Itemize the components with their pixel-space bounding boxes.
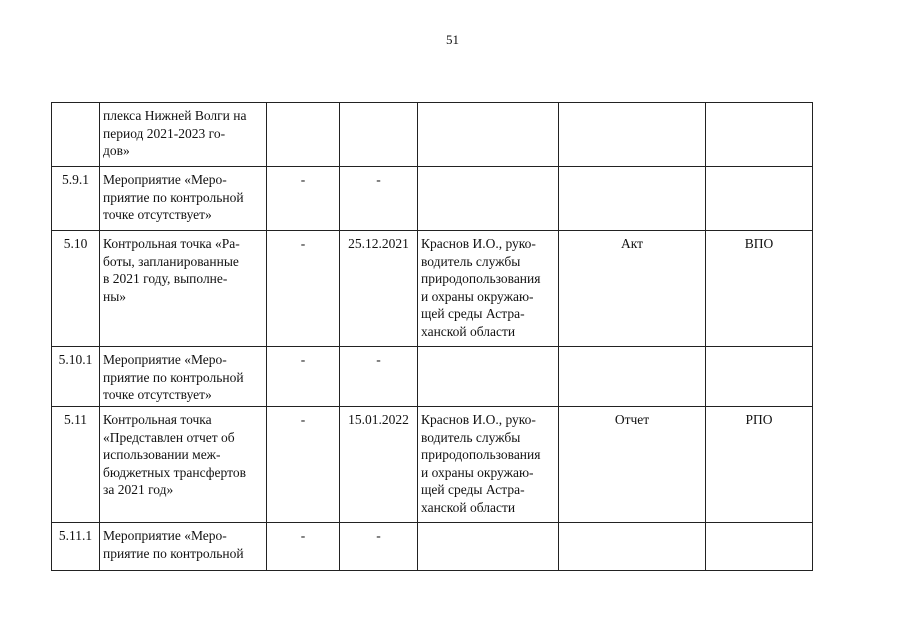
- document-type: Акт: [559, 231, 706, 347]
- responsible-person: [418, 103, 559, 167]
- description-line: период 2021-2023 го-: [103, 125, 226, 141]
- end-date: -: [340, 347, 418, 407]
- document-type: [559, 347, 706, 407]
- description-line: приятие по контрольной: [103, 189, 244, 205]
- row-number: [52, 103, 100, 167]
- row-number: 5.9.1: [52, 167, 100, 231]
- table-row: [52, 407, 813, 523]
- responsible-line: ханской области: [421, 499, 516, 515]
- responsible-line: водитель службы: [421, 253, 521, 269]
- responsible-person: [418, 523, 559, 571]
- responsible-line: щей среды Астра-: [421, 482, 525, 497]
- description-line: боты, запланированные: [103, 253, 239, 269]
- responsible-line: Краснов И.О., руко-: [421, 412, 536, 427]
- description-line: приятие по контрольной: [103, 369, 244, 385]
- responsible-person: [418, 407, 559, 523]
- table-row: [52, 103, 813, 167]
- responsible-line: и охраны окружаю-: [421, 464, 534, 480]
- description-line: «Представлен отчет об: [103, 429, 235, 445]
- end-date: [340, 103, 418, 167]
- plan-table-body: [52, 103, 813, 571]
- table-row: [52, 347, 813, 407]
- document-type: [559, 103, 706, 167]
- end-date: 15.01.2022: [340, 407, 418, 523]
- start-date: [267, 103, 340, 167]
- description-line: Мероприятие «Меро-: [103, 352, 227, 367]
- description-line: Контрольная точка «Ра-: [103, 236, 240, 251]
- row-number: 5.11: [52, 407, 100, 523]
- description-line: за 2021 год»: [103, 482, 174, 497]
- event-description: [100, 347, 267, 407]
- event-description: [100, 523, 267, 571]
- event-description: [100, 231, 267, 347]
- information-system: [706, 103, 813, 167]
- event-description: [100, 407, 267, 523]
- table-row: [52, 231, 813, 347]
- description-line: ны»: [103, 288, 127, 304]
- description-line: в 2021 году, выполне-: [103, 271, 228, 286]
- end-date: -: [340, 167, 418, 231]
- start-date: -: [267, 407, 340, 523]
- description-line: точке отсутствует»: [103, 207, 212, 222]
- row-number: 5.10.1: [52, 347, 100, 407]
- start-date: -: [267, 347, 340, 407]
- event-description: [100, 103, 267, 167]
- start-date: -: [267, 523, 340, 571]
- responsible-line: природопользования: [421, 271, 541, 286]
- start-date: -: [267, 167, 340, 231]
- plan-table: [51, 102, 813, 571]
- responsible-line: природопользования: [421, 447, 541, 462]
- information-system: ВПО: [706, 231, 813, 347]
- document-type: [559, 523, 706, 571]
- information-system: [706, 347, 813, 407]
- table-row: [52, 167, 813, 231]
- responsible-person: [418, 347, 559, 407]
- information-system: [706, 523, 813, 571]
- event-description: [100, 167, 267, 231]
- description-line: точке отсутствует»: [103, 387, 212, 402]
- description-line: использовании меж-: [103, 447, 221, 462]
- row-number: 5.10: [52, 231, 100, 347]
- description-line: приятие по контрольной: [103, 545, 244, 561]
- description-line: бюджетных трансфертов: [103, 464, 246, 480]
- document-type: [559, 167, 706, 231]
- description-line: дов»: [103, 143, 130, 158]
- end-date: -: [340, 523, 418, 571]
- responsible-line: щей среды Астра-: [421, 306, 525, 321]
- information-system: РПО: [706, 407, 813, 523]
- document-type: Отчет: [559, 407, 706, 523]
- responsible-line: водитель службы: [421, 429, 521, 445]
- row-number: 5.11.1: [52, 523, 100, 571]
- page-number: 51: [446, 32, 459, 47]
- start-date: -: [267, 231, 340, 347]
- description-line: Мероприятие «Меро-: [103, 172, 227, 187]
- description-line: Мероприятие «Меро-: [103, 528, 227, 543]
- table-row: [52, 523, 813, 571]
- description-line: Контрольная точка: [103, 412, 212, 427]
- information-system: [706, 167, 813, 231]
- end-date: 25.12.2021: [340, 231, 418, 347]
- description-line: плекса Нижней Волги на: [103, 108, 247, 123]
- responsible-person: [418, 167, 559, 231]
- responsible-line: и охраны окружаю-: [421, 288, 534, 304]
- responsible-person: [418, 231, 559, 347]
- responsible-line: Краснов И.О., руко-: [421, 236, 536, 251]
- responsible-line: ханской области: [421, 323, 516, 339]
